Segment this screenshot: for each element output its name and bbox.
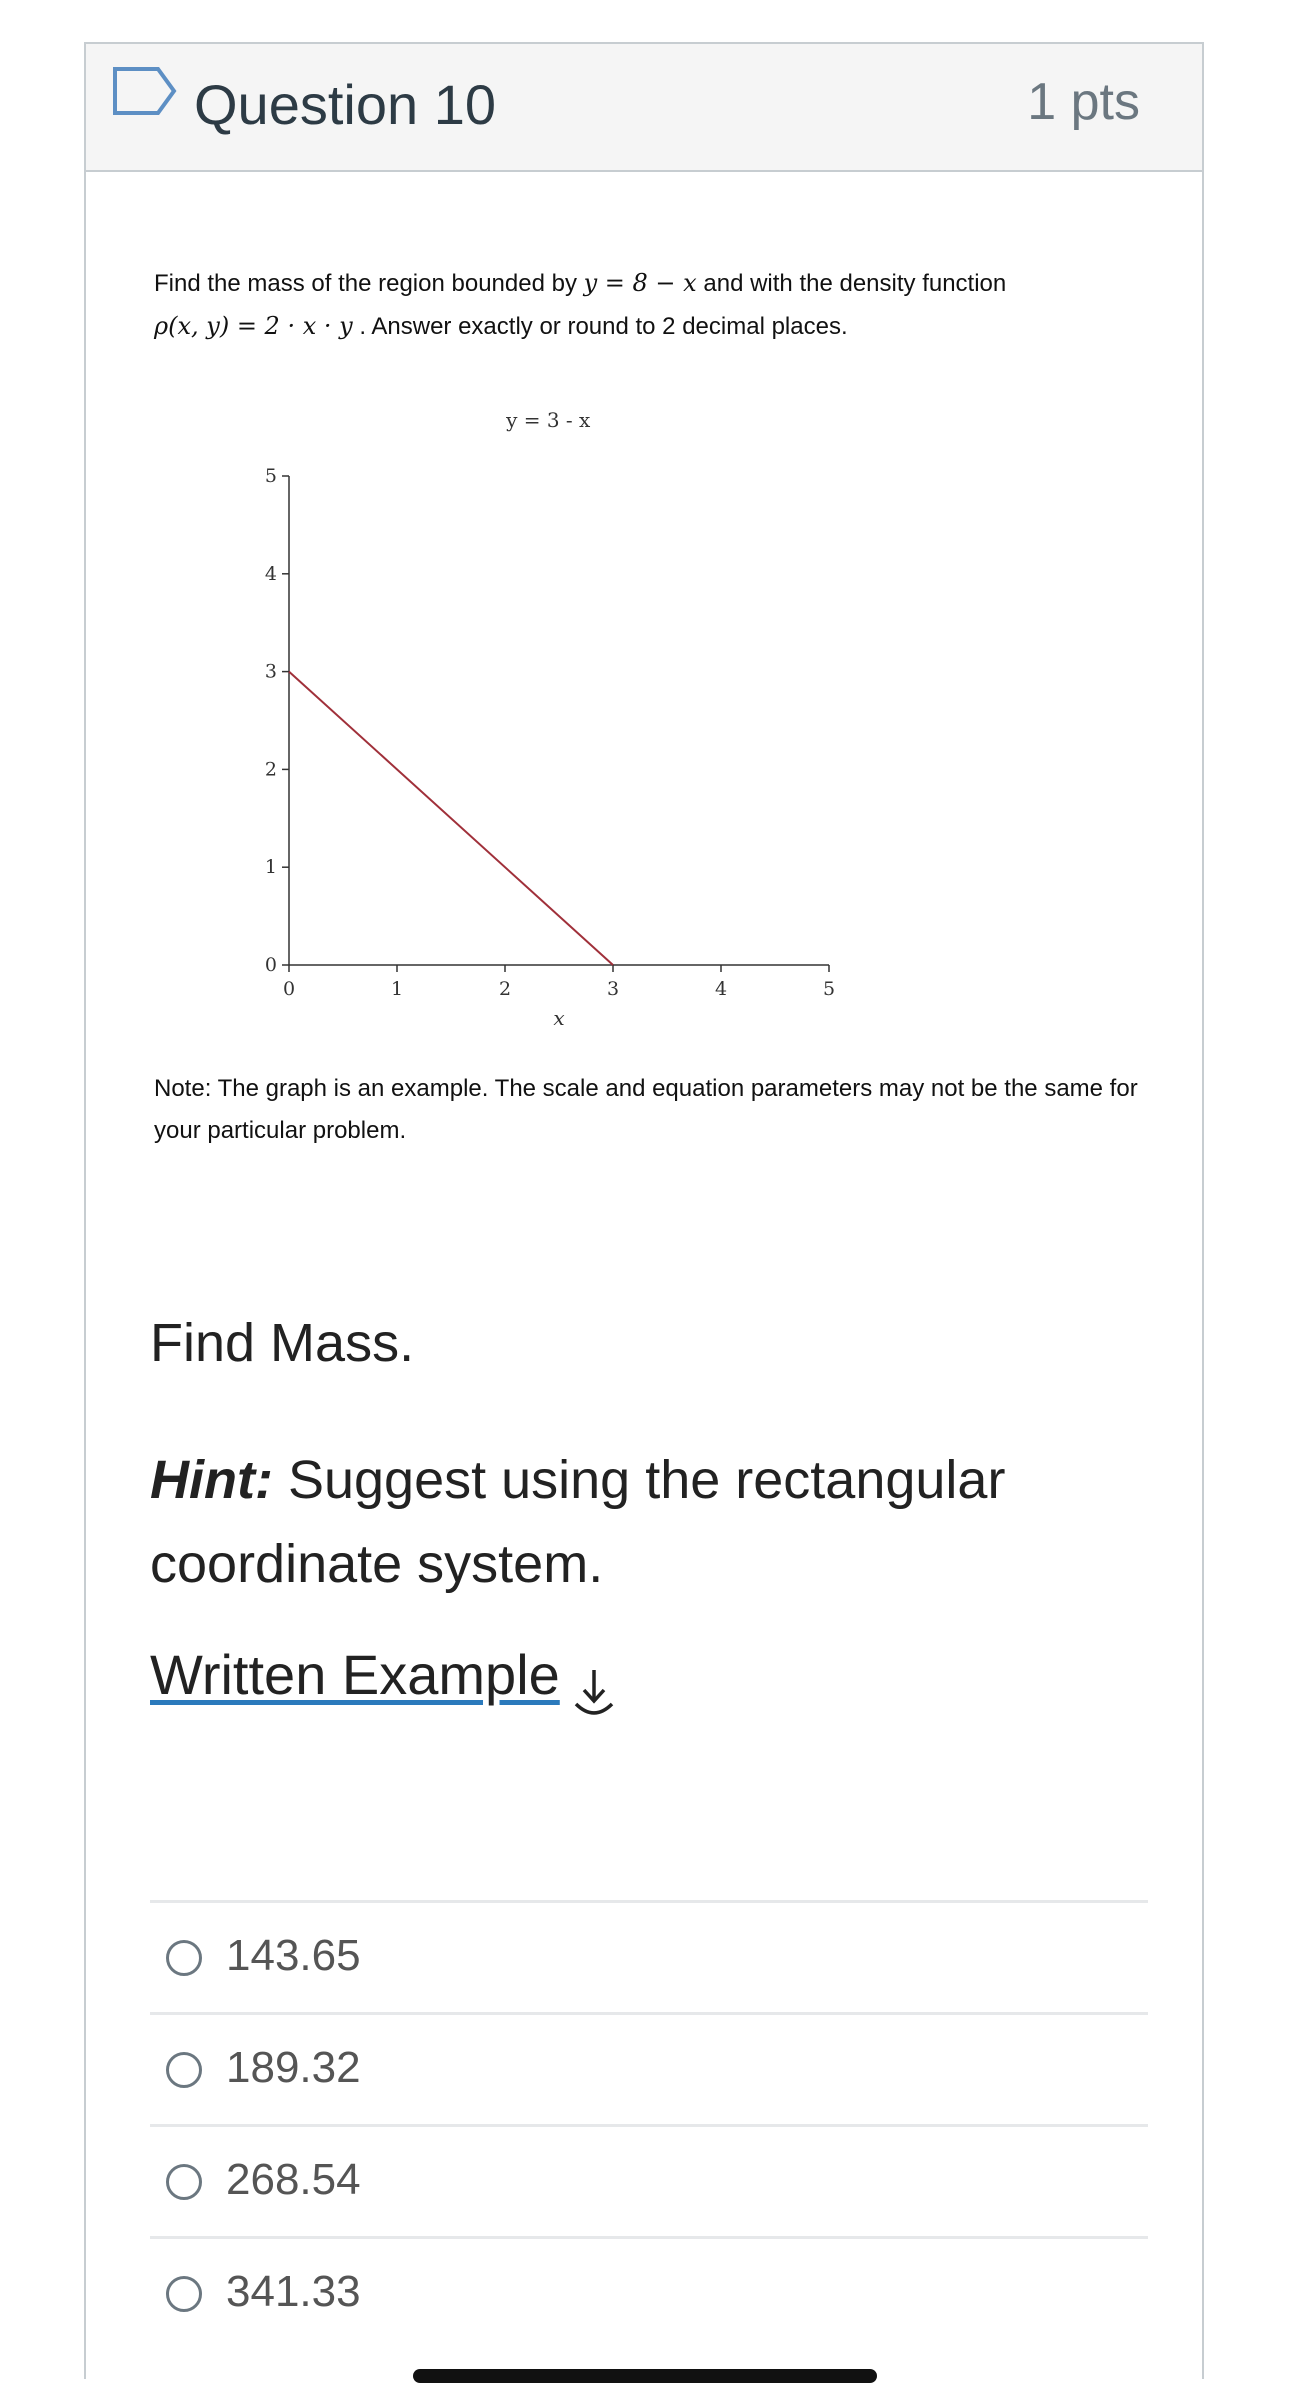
boundary-equation: y = 8 − x (583, 269, 697, 297)
answer-option[interactable] (150, 1900, 1148, 2012)
answer-option[interactable] (150, 2124, 1148, 2236)
x-tick-label: 1 (390, 978, 404, 1000)
answer-label: 143.65 (226, 1931, 361, 1980)
y-tick-label: 0 (264, 954, 277, 976)
flag-question-icon[interactable] (112, 66, 178, 116)
prompt-text-3: . Answer exactly or round to 2 decimal places. (352, 313, 848, 340)
x-axis-label: x (553, 1006, 565, 1030)
radio-button[interactable] (166, 2164, 202, 2200)
x-tick-label: 3 (606, 978, 620, 1000)
example-graph (166, 390, 886, 1030)
prompt-text-1: Find the mass of the region bounded by (154, 270, 584, 297)
density-function: ρ(x, y) = 2 · x · y (154, 312, 353, 340)
x-tick-label: 2 (498, 978, 512, 1000)
home-indicator (413, 2369, 877, 2383)
graph-note: Note: The graph is an example. The scale and equation parameters may not be the same for your particular problem. (154, 1075, 1138, 1144)
answer-label: 268.54 (226, 2155, 361, 2204)
y-tick-label: 4 (264, 562, 277, 585)
question-title: Question 10 (194, 73, 496, 136)
answer-option[interactable] (150, 2236, 1148, 2348)
answer-label: 189.32 (226, 2043, 361, 2092)
x-tick-label: 0 (282, 978, 296, 1000)
hint-body: Suggest using the rectangular coordinate system. (150, 1450, 1006, 1594)
hint-text (150, 1438, 1150, 1606)
hint-label: Hint: (150, 1450, 273, 1510)
y-tick-label: 1 (264, 856, 277, 879)
question-card (84, 42, 1204, 2379)
radio-button[interactable] (166, 2052, 202, 2088)
radio-button[interactable] (166, 1940, 202, 1976)
answer-label: 341.33 (226, 2267, 361, 2316)
y-tick-label: 3 (264, 660, 277, 683)
series-line (289, 672, 613, 965)
find-mass-heading: Find Mass. (150, 1313, 415, 1373)
download-arrow-icon[interactable] (572, 1666, 616, 1718)
chart-title: y = 3 - x (506, 408, 591, 432)
written-example-link[interactable]: Written Example (150, 1643, 560, 1706)
y-tick-label: 2 (264, 758, 277, 781)
answer-option[interactable] (150, 2012, 1148, 2124)
radio-button[interactable] (166, 2276, 202, 2312)
answer-options (150, 1900, 1148, 2348)
x-tick-label: 4 (714, 978, 728, 1000)
y-tick-label: 5 (264, 465, 277, 487)
question-points: 1 pts (1027, 73, 1140, 131)
prompt-text-2: and with the density function (696, 270, 1007, 297)
question-prompt (154, 262, 1134, 348)
x-tick-label: 5 (822, 978, 836, 1000)
question-header (86, 44, 1202, 172)
